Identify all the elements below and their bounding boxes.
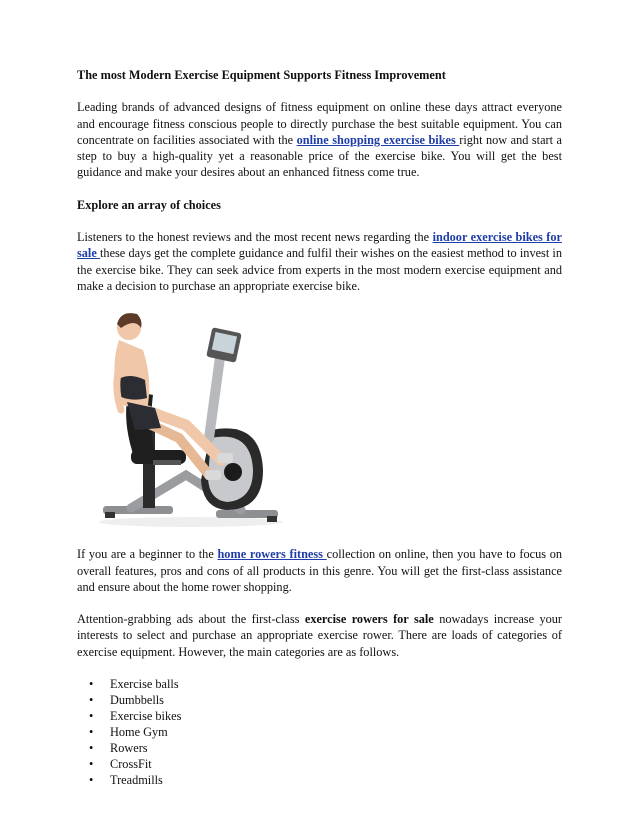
paragraph-beginners xyxy=(77,546,562,595)
list-item-label: Home Gym xyxy=(110,725,168,740)
list-item xyxy=(77,724,562,740)
paragraph-intro-text-before: Leading brands of advanced designs of fitness equipment on online these days attract everyone and encourage fitness conscious people to directly purchase the best suitable equipment. You can concentrate on facilities associated with the xyxy=(77,100,562,147)
paragraph-choices-text-after: these days get the complete guidance and fulfil their wishes on the easiest method to invest in the exercise bike. They can seek advice from experts in the most modern exercise equipment and make a decision to purchase an appropriate exercise bike. xyxy=(77,246,562,293)
link-home-rowers-fitness[interactable]: home rowers fitness xyxy=(217,547,327,562)
recumbent-bike-illustration xyxy=(91,310,291,532)
bold-exercise-rowers-for-sale: exercise rowers for sale xyxy=(304,612,440,627)
list-item-label: CrossFit xyxy=(110,757,152,772)
list-item xyxy=(77,740,562,756)
list-item-label: Treadmills xyxy=(110,773,163,788)
list-item xyxy=(77,708,562,724)
bullet-icon: • xyxy=(89,693,94,708)
document-content xyxy=(77,67,562,788)
paragraph-categories xyxy=(77,611,562,660)
bullet-icon: • xyxy=(89,773,94,788)
list-item xyxy=(77,692,562,708)
list-item xyxy=(77,756,562,772)
bullet-icon: • xyxy=(89,757,94,772)
paragraph-beginners-text-after: collection on online, then you have to focus on overall features, pros and cons of all products in this genre. You will get the first-class assistance and ensure about the home rower shopping. xyxy=(77,547,562,594)
list-item-label: Dumbbells xyxy=(110,693,164,708)
link-indoor-exercise-bikes-for-sale[interactable]: indoor exercise bikes for sale xyxy=(77,230,562,261)
paragraph-categories-text-after: nowadays increase your interests to select and purchase an appropriate exercise rower. There are loads of categories of exercise equipment. However, the main categories are as follows. xyxy=(77,612,563,659)
list-item xyxy=(77,676,562,692)
exercise-bike-photo xyxy=(91,310,291,532)
paragraph-categories-text-before: Attention-grabbing ads about the first-class xyxy=(77,612,305,627)
paragraph-intro xyxy=(77,99,562,180)
bullet-icon: • xyxy=(89,741,94,756)
paragraph-beginners-text-before: If you are a beginner to the xyxy=(77,547,218,562)
paragraph-intro-text-after: right now and start a step to buy a high-quality yet a reasonable price of the exercise bike. You will get the best guidance and make your desires about an enhanced fitness come true. xyxy=(77,132,562,180)
bullet-icon: • xyxy=(89,677,94,692)
list-item-label: Rowers xyxy=(110,741,148,756)
list-item-label: Exercise bikes xyxy=(110,709,182,724)
paragraph-choices-text-before: Listeners to the honest reviews and the most recent news regarding the xyxy=(77,230,433,245)
list-item xyxy=(77,772,562,788)
paragraph-choices xyxy=(77,229,562,294)
document-title: The most Modern Exercise Equipment Supports Fitness Improvement xyxy=(77,68,446,82)
category-list xyxy=(77,676,562,788)
bullet-icon: • xyxy=(89,725,94,740)
section-heading: Explore an array of choices xyxy=(77,197,221,212)
bullet-icon: • xyxy=(89,709,94,724)
link-online-shopping-exercise-bikes[interactable]: online shopping exercise bikes xyxy=(296,132,460,147)
list-item-label: Exercise balls xyxy=(110,677,179,692)
